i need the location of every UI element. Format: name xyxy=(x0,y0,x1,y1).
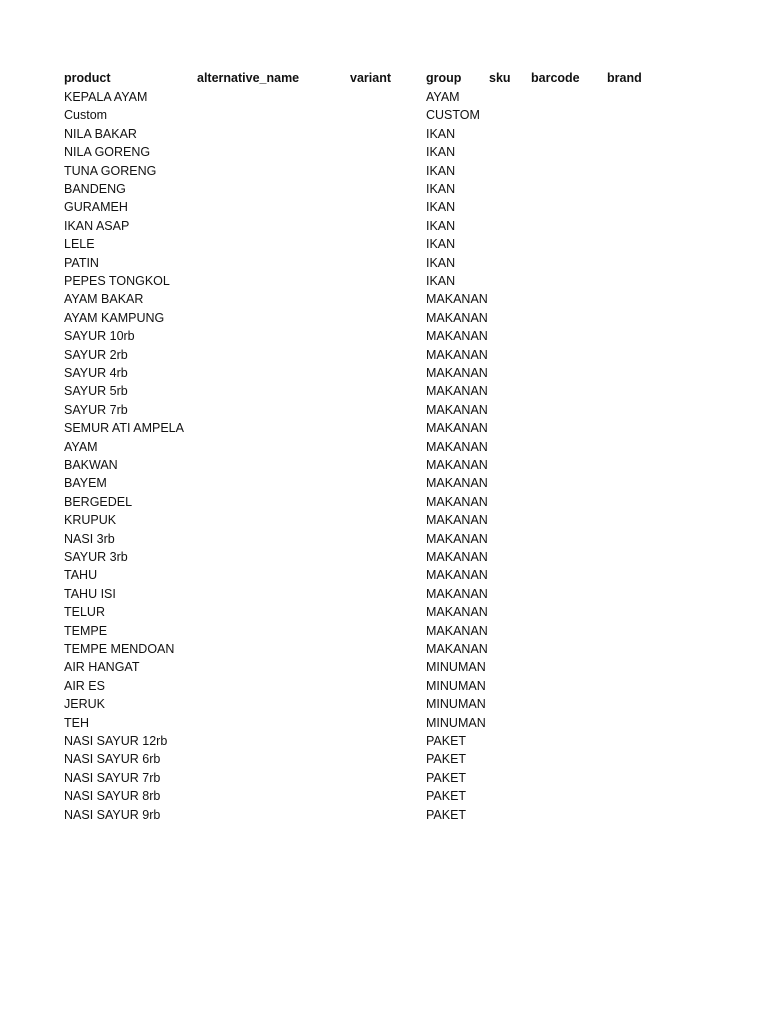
cell-product: NILA BAKAR xyxy=(64,126,137,141)
table-row xyxy=(0,493,768,511)
cell-product: NILA GORENG xyxy=(64,145,151,160)
table-row xyxy=(0,438,768,456)
table-row xyxy=(0,327,768,345)
cell-group: MAKANAN xyxy=(426,439,488,454)
cell-product: SEMUR ATI AMPELA xyxy=(64,421,184,436)
cell-product: KEPALA AYAM xyxy=(64,90,148,104)
table-row xyxy=(0,254,768,272)
cell-group: IKAN xyxy=(426,255,456,270)
cell-group: IKAN xyxy=(426,145,456,160)
cell-group: PAKET xyxy=(426,734,467,748)
cell-group: MAKANAN xyxy=(426,513,488,528)
cell-product: GURAMEH xyxy=(64,200,128,215)
cell-group: PAKET xyxy=(426,752,467,767)
table-row xyxy=(0,198,768,216)
cell-group: MAKANAN xyxy=(426,402,488,417)
cell-product: TAHU xyxy=(64,568,98,583)
cell-group: PAKET xyxy=(426,807,467,822)
cell-product: AIR HANGAT xyxy=(64,660,140,675)
cell-product: AYAM KAMPUNG xyxy=(64,310,165,325)
cell-product: NASI SAYUR 6rb xyxy=(64,752,161,767)
cell-group: MINUMAN xyxy=(426,715,486,730)
cell-product: SAYUR 2rb xyxy=(64,347,128,362)
table-row xyxy=(0,640,768,658)
cell-product: PEPES TONGKOL xyxy=(64,274,170,288)
table-row xyxy=(0,106,768,124)
table-row xyxy=(0,695,768,713)
table-row xyxy=(0,235,768,253)
cell-product: NASI SAYUR 9rb xyxy=(64,807,161,822)
table-row xyxy=(0,787,768,805)
table-row xyxy=(0,750,768,768)
cell-product: LELE xyxy=(64,237,95,252)
table-row xyxy=(0,732,768,750)
cell-group: MAKANAN xyxy=(426,586,488,601)
table-row xyxy=(0,806,768,824)
table-row xyxy=(0,566,768,584)
table-row xyxy=(0,382,768,400)
table-row xyxy=(0,456,768,474)
cell-group: MAKANAN xyxy=(426,476,488,491)
header-group: group xyxy=(426,71,462,85)
header-sku: sku xyxy=(489,71,511,85)
cell-group: IKAN xyxy=(426,218,456,233)
cell-group: MAKANAN xyxy=(426,310,488,325)
cell-product: AYAM xyxy=(64,439,98,454)
table-row xyxy=(0,217,768,235)
table-row xyxy=(0,88,768,106)
table-header-row xyxy=(0,69,768,87)
cell-group: MAKANAN xyxy=(426,531,488,546)
cell-group: MINUMAN xyxy=(426,660,486,675)
cell-group: IKAN xyxy=(426,163,456,178)
cell-product: TEH xyxy=(64,715,89,730)
cell-group: MAKANAN xyxy=(426,623,488,638)
cell-group: MAKANAN xyxy=(426,421,488,436)
cell-product: TELUR xyxy=(64,605,105,620)
cell-product: PATIN xyxy=(64,255,99,270)
cell-product: NASI SAYUR 7rb xyxy=(64,770,161,785)
cell-group: IKAN xyxy=(426,274,456,288)
cell-group: MAKANAN xyxy=(426,347,488,362)
cell-group: MAKANAN xyxy=(426,292,488,307)
cell-product: Custom xyxy=(64,108,108,123)
cell-product: NASI SAYUR 12rb xyxy=(64,734,168,748)
cell-group: MAKANAN xyxy=(426,384,488,399)
cell-product: BAYEM xyxy=(64,476,107,491)
header-product: product xyxy=(64,71,111,85)
cell-group: PAKET xyxy=(426,770,467,785)
cell-group: MINUMAN xyxy=(426,678,486,693)
cell-product: AIR ES xyxy=(64,678,105,693)
cell-product: BERGEDEL xyxy=(64,494,133,509)
header-brand: brand xyxy=(607,71,642,85)
cell-group: IKAN xyxy=(426,126,456,141)
table-row xyxy=(0,585,768,603)
cell-product: SAYUR 5rb xyxy=(64,384,128,399)
table-row xyxy=(0,346,768,364)
header-barcode: barcode xyxy=(531,71,580,85)
cell-product: NASI 3rb xyxy=(64,531,115,546)
table-row xyxy=(0,474,768,492)
table-row xyxy=(0,125,768,143)
cell-group: MAKANAN xyxy=(426,642,488,656)
cell-group: MAKANAN xyxy=(426,494,488,509)
table-row xyxy=(0,309,768,327)
table-row xyxy=(0,714,768,732)
cell-group: IKAN xyxy=(426,182,456,196)
cell-group: MINUMAN xyxy=(426,697,486,712)
cell-group: MAKANAN xyxy=(426,458,488,472)
cell-product: JERUK xyxy=(64,697,105,712)
cell-group: MAKANAN xyxy=(426,550,488,564)
cell-product: TEMPE xyxy=(64,623,108,638)
cell-group: MAKANAN xyxy=(426,605,488,620)
table-row xyxy=(0,622,768,640)
cell-product: AYAM BAKAR xyxy=(64,292,144,307)
cell-group: MAKANAN xyxy=(426,366,488,380)
table-row xyxy=(0,162,768,180)
cell-product: IKAN ASAP xyxy=(64,218,130,233)
table-row xyxy=(0,143,768,161)
cell-group: MAKANAN xyxy=(426,329,488,344)
table-row xyxy=(0,658,768,676)
cell-product: KRUPUK xyxy=(64,513,117,528)
cell-group: IKAN xyxy=(426,237,456,252)
cell-group: PAKET xyxy=(426,789,467,804)
cell-group: MAKANAN xyxy=(426,568,488,583)
cell-product: SAYUR 3rb xyxy=(64,550,128,564)
cell-group: CUSTOM xyxy=(426,108,480,123)
cell-product: NASI SAYUR 8rb xyxy=(64,789,161,804)
table-row xyxy=(0,548,768,566)
table-row xyxy=(0,530,768,548)
cell-product: SAYUR 4rb xyxy=(64,366,128,380)
cell-product: TAHU ISI xyxy=(64,586,116,601)
header-alternative-name: alternative_name xyxy=(197,71,300,85)
table-row xyxy=(0,511,768,529)
cell-product: SAYUR 10rb xyxy=(64,329,135,344)
table-row xyxy=(0,290,768,308)
cell-product: BAKWAN xyxy=(64,458,118,472)
header-variant: variant xyxy=(350,71,391,85)
table-row xyxy=(0,272,768,290)
table-row xyxy=(0,419,768,437)
table-row xyxy=(0,180,768,198)
table-row xyxy=(0,603,768,621)
cell-product: TEMPE MENDOAN xyxy=(64,642,175,656)
cell-group: AYAM xyxy=(426,90,460,104)
cell-product: BANDENG xyxy=(64,182,126,196)
table-row xyxy=(0,401,768,419)
cell-product: SAYUR 7rb xyxy=(64,402,128,417)
cell-product: TUNA GORENG xyxy=(64,163,157,178)
table-row xyxy=(0,364,768,382)
cell-group: IKAN xyxy=(426,200,456,215)
table-row xyxy=(0,677,768,695)
table-row xyxy=(0,769,768,787)
